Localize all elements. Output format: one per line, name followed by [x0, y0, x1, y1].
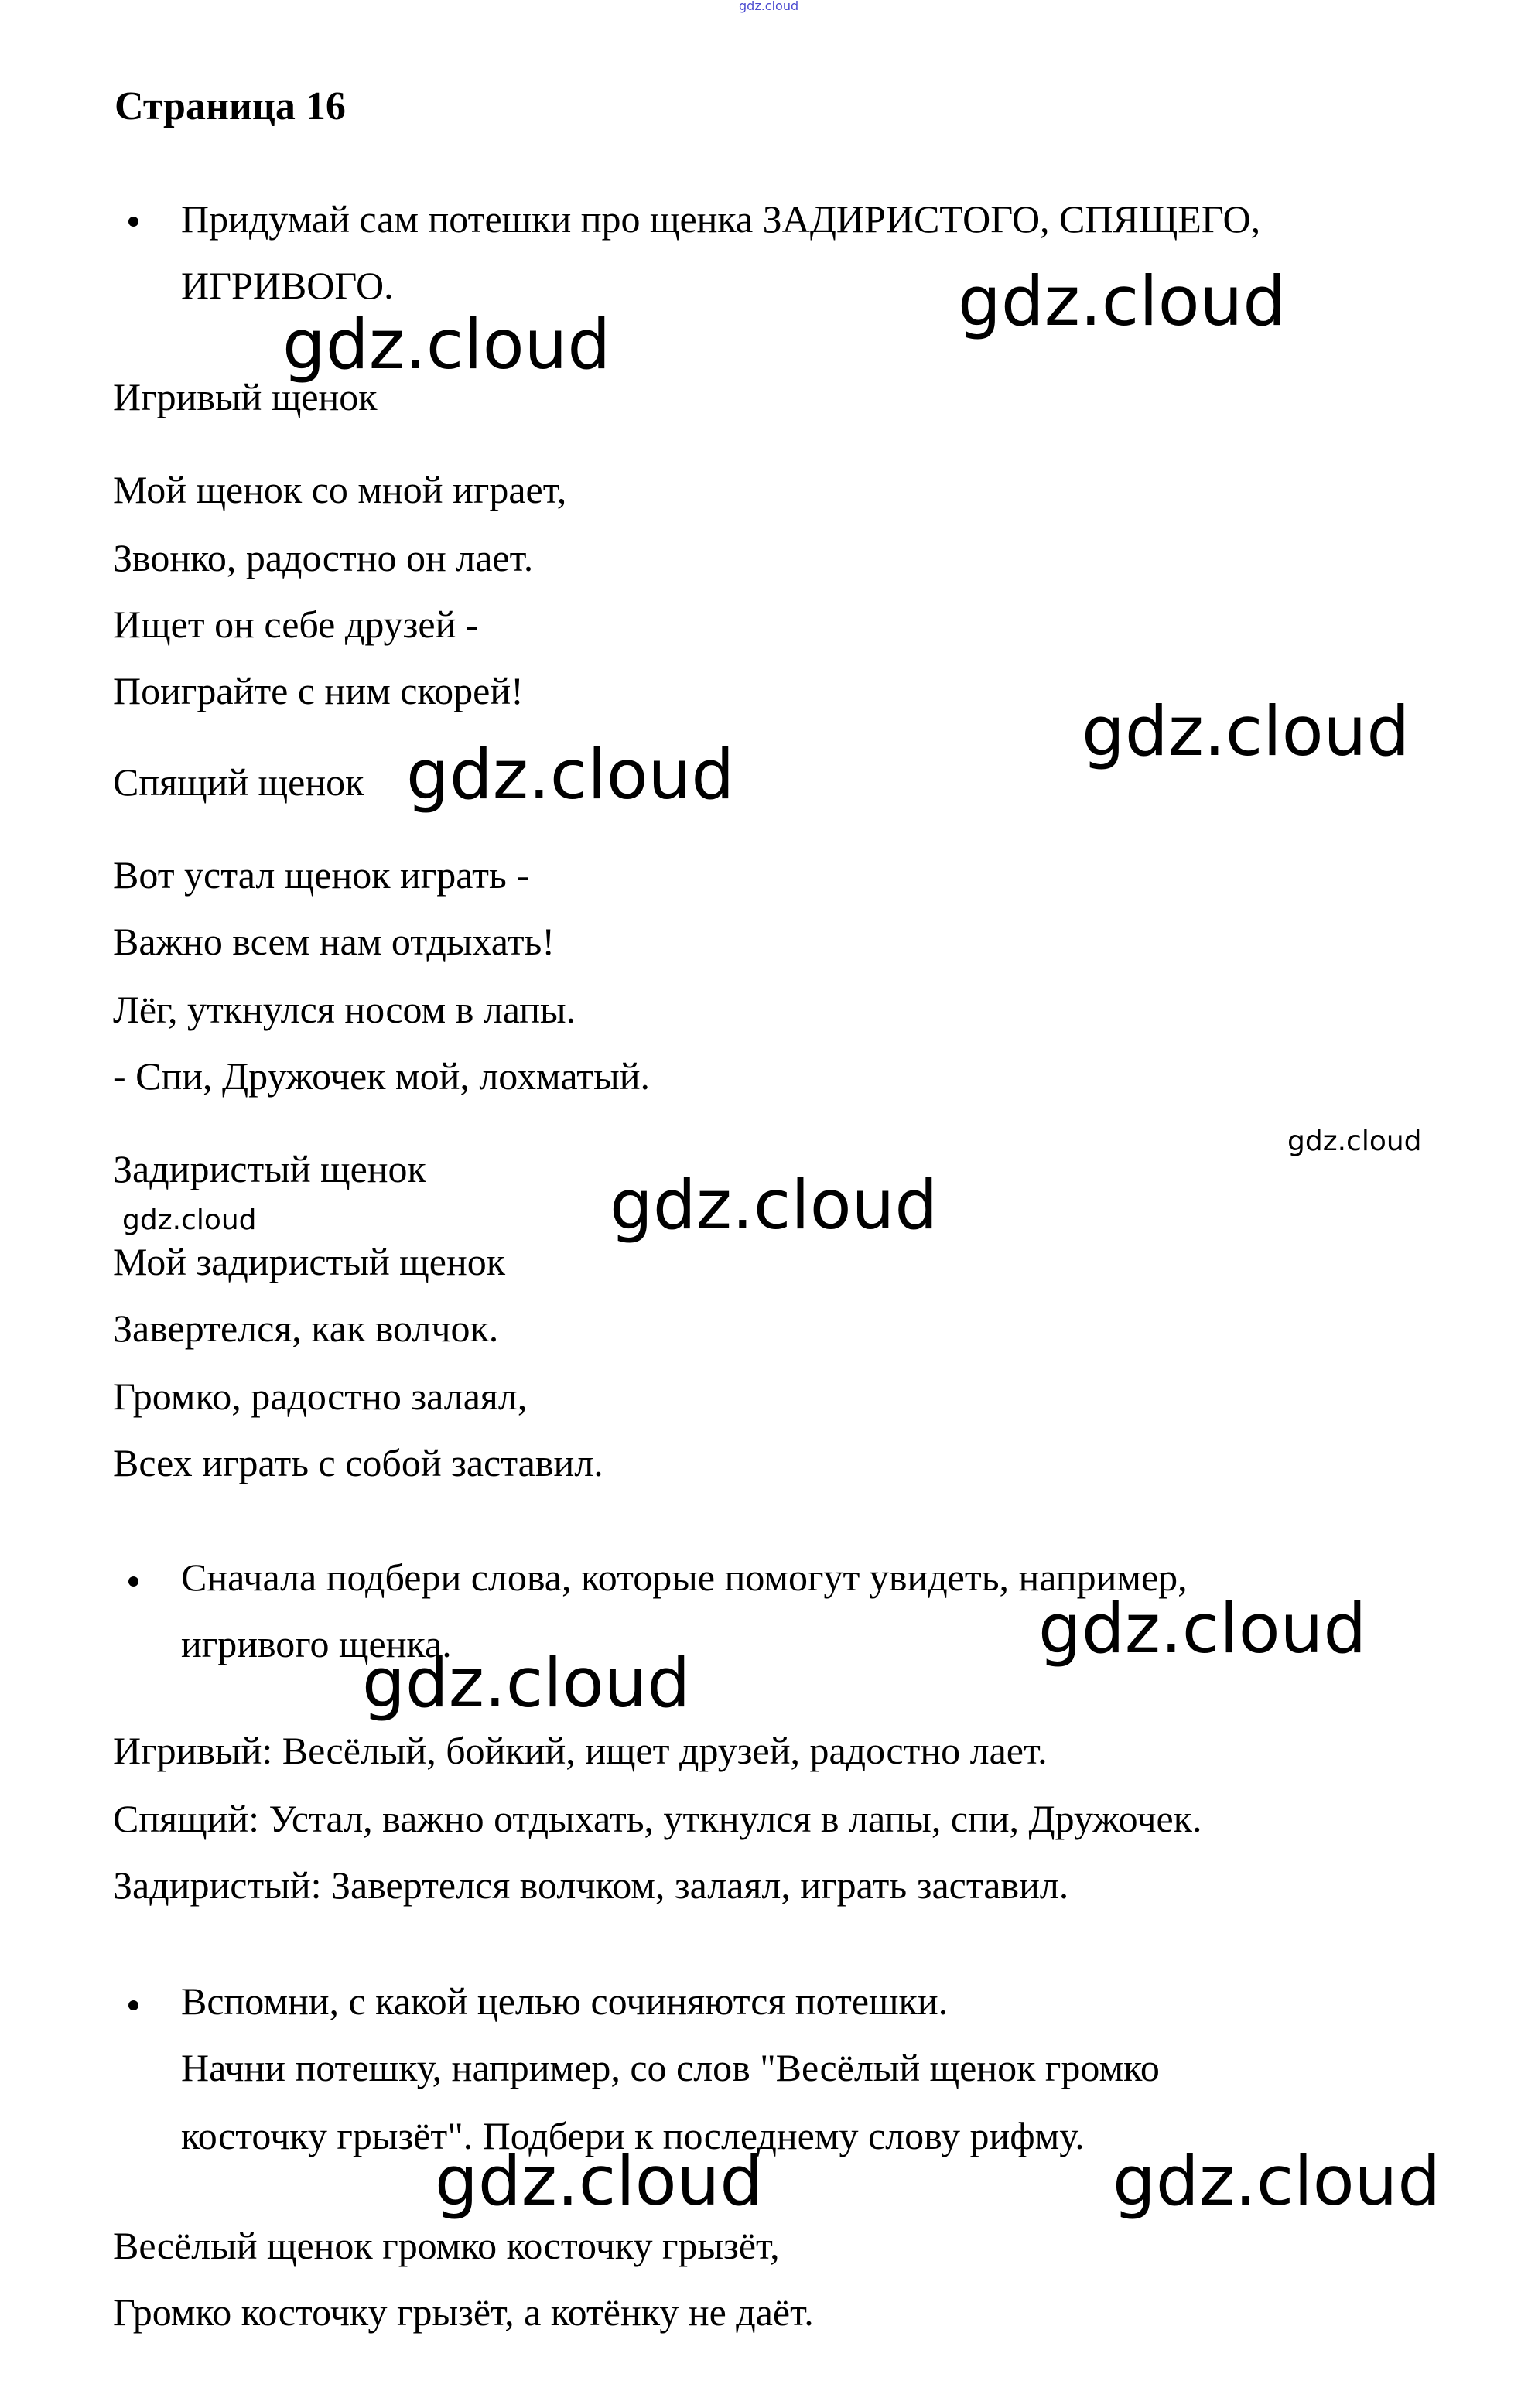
- poem-sleeping-line-3: Лёг, уткнулся носом в лапы.: [113, 988, 576, 1031]
- watermark-7: gdz.cloud: [122, 1204, 257, 1236]
- top-watermark: gdz.cloud: [739, 0, 799, 13]
- final-poem-line-2: Громко косточку грызёт, а котёнку не даёт.: [113, 2290, 814, 2334]
- poem-teasing-line-1: Мой задиристый щенок: [113, 1240, 506, 1283]
- final-poem-line-1: Весёлый щенок громко косточку грызёт,: [113, 2224, 780, 2267]
- poem-sleeping-line-2: Важно всем нам отдыхать!: [113, 920, 555, 963]
- bullet-dot-1: [128, 217, 138, 227]
- bullet-dot-3: [128, 2000, 138, 2010]
- watermark-4: gdz.cloud: [406, 735, 735, 815]
- poem-playful-line-1: Мой щенок со мной играет,: [113, 468, 567, 511]
- poem-playful-line-2: Звонко, радостно он лает.: [113, 536, 534, 579]
- watermark-1: gdz.cloud: [958, 261, 1287, 341]
- watermark-5: gdz.cloud: [1287, 1125, 1422, 1157]
- bullet-dot-2: [128, 1576, 138, 1587]
- bullet-1-line-2: ИГРИВОГО.: [181, 264, 394, 307]
- watermark-11: gdz.cloud: [1113, 2141, 1441, 2221]
- poem-sleeping-line-1: Вот устал щенок играть -: [113, 853, 529, 897]
- watermark-2: gdz.cloud: [282, 305, 611, 384]
- watermark-9: gdz.cloud: [362, 1643, 691, 1723]
- bullet-2-line-2: игривого щенка.: [181, 1622, 452, 1665]
- poem-sleeping-heading: Спящий щенок: [113, 760, 364, 804]
- watermark-6: gdz.cloud: [610, 1165, 938, 1245]
- page-title: Страница 16: [115, 84, 346, 128]
- bullet-1-line-1: Придумай сам потешки про щенка ЗАДИРИСТОГО, СПЯЩЕГО,: [181, 197, 1261, 241]
- bullet-2-line-1: Сначала подбери слова, которые помогут увидеть, например,: [181, 1556, 1188, 1599]
- bullet-3-line-2: Начни потешку, например, со слов "Весёлый щенок громко: [181, 2046, 1160, 2089]
- poem-teasing-heading: Задиристый щенок: [113, 1147, 426, 1190]
- watermark-10: gdz.cloud: [435, 2141, 764, 2221]
- poem-playful-line-3: Ищет он себе друзей -: [113, 603, 479, 646]
- answer-playful: Игривый: Весёлый, бойкий, ищет друзей, радостно лает.: [113, 1729, 1048, 1772]
- bullet-3-line-3: косточку грызёт". Подбери к последнему слову рифму.: [181, 2114, 1085, 2157]
- watermark-8: gdz.cloud: [1038, 1589, 1367, 1669]
- answer-sleeping: Спящий: Устал, важно отдыхать, уткнулся в лапы, спи, Дружочек.: [113, 1797, 1202, 1840]
- poem-sleeping-line-4: - Спи, Дружочек мой, лохматый.: [113, 1054, 650, 1098]
- watermark-3: gdz.cloud: [1082, 692, 1410, 771]
- bullet-3-line-1: Вспомни, с какой целью сочиняются потешки.: [181, 1979, 949, 2023]
- answer-teasing: Задиристый: Завертелся волчком, залаял, играть заставил.: [113, 1863, 1069, 1907]
- poem-teasing-line-2: Завертелся, как волчок.: [113, 1306, 499, 1350]
- poem-teasing-line-4: Всех играть с собой заставил.: [113, 1441, 603, 1484]
- poem-playful-heading: Игривый щенок: [113, 375, 378, 418]
- poem-playful-line-4: Поиграйте с ним скорей!: [113, 669, 524, 712]
- poem-teasing-line-3: Громко, радостно залаял,: [113, 1375, 528, 1418]
